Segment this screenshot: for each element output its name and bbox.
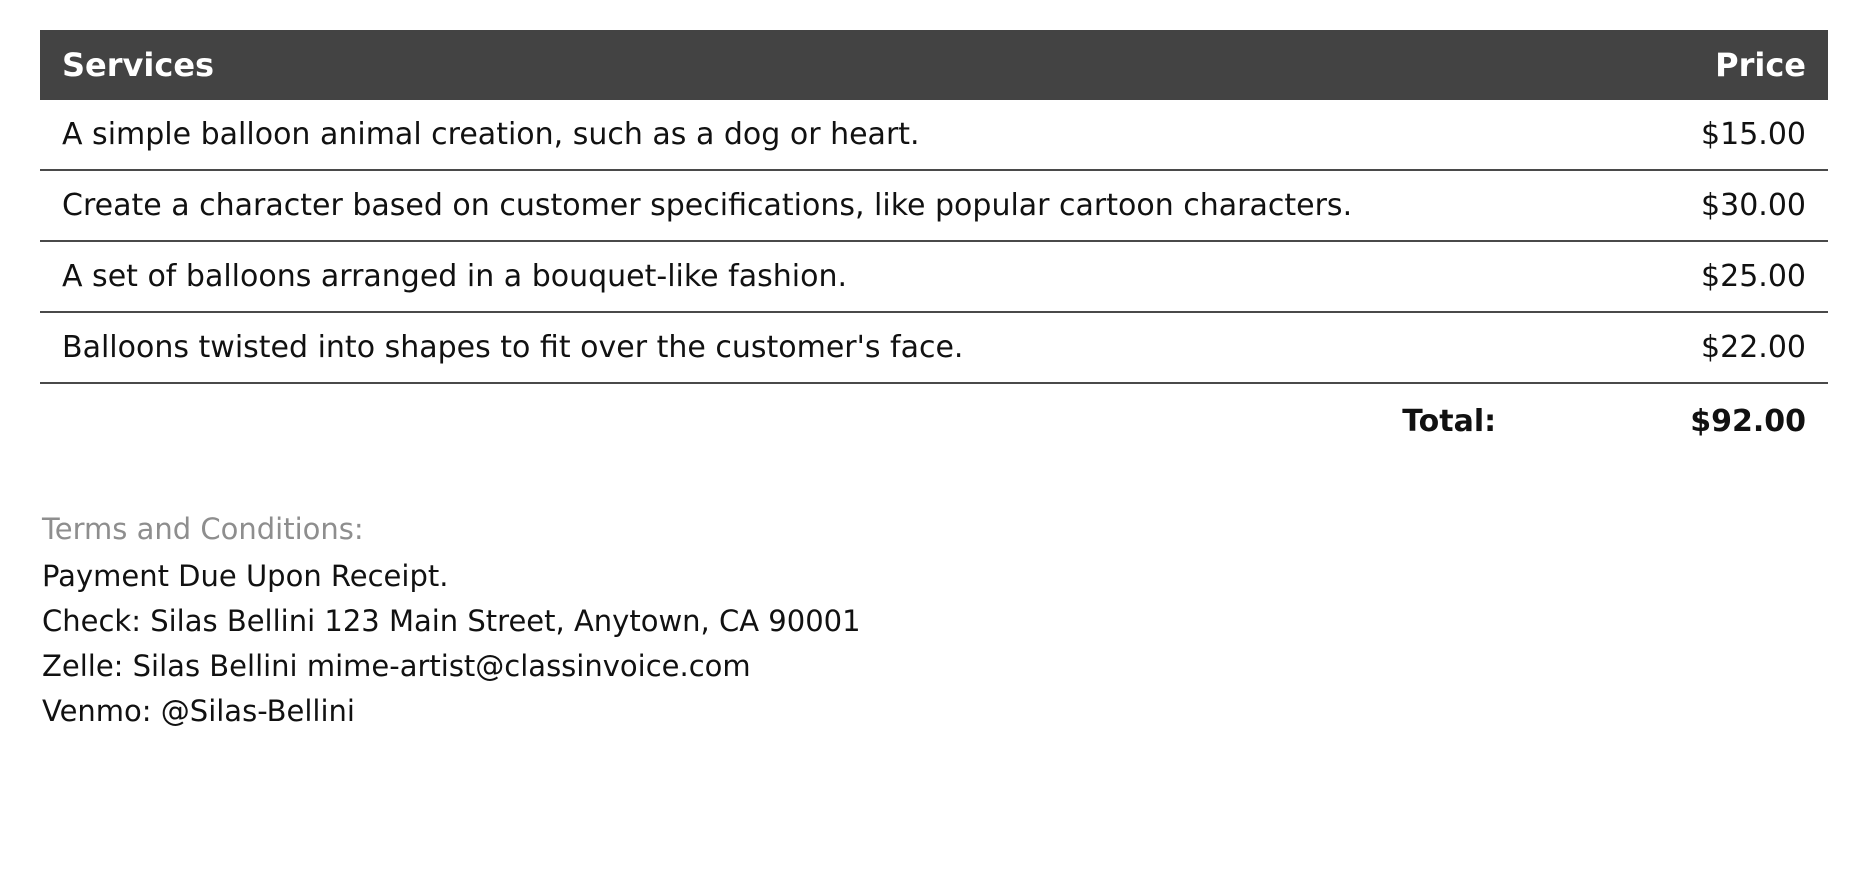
- table-row: [40, 312, 1828, 383]
- table-row: [40, 170, 1828, 241]
- service-price: $25.00: [1506, 241, 1828, 312]
- service-description: A set of balloons arranged in a bouquet-like fashion.: [40, 241, 1506, 312]
- terms-and-conditions-section: [40, 512, 1828, 734]
- service-description: Balloons twisted into shapes to fit over the customer's face.: [40, 312, 1506, 383]
- table-row: [40, 100, 1828, 170]
- table-header-row: [40, 30, 1828, 100]
- service-description: A simple balloon animal creation, such as a dog or heart.: [40, 100, 1506, 170]
- service-price: $22.00: [1506, 312, 1828, 383]
- terms-line-check: Check: Silas Bellini 123 Main Street, Anytown, CA 90001: [42, 603, 861, 638]
- terms-title: Terms and Conditions:: [42, 512, 364, 546]
- total-label: Total:: [1402, 404, 1497, 439]
- service-price: $15.00: [1506, 100, 1828, 170]
- service-price: $30.00: [1506, 170, 1828, 241]
- total-value: $92.00: [1690, 404, 1806, 439]
- terms-line-zelle: Zelle: Silas Bellini mime-artist@classinvoice.com: [42, 648, 751, 683]
- total-row: [40, 383, 1828, 456]
- services-table-body: [40, 100, 1828, 456]
- column-header-services: Services: [40, 30, 1506, 100]
- table-row: [40, 241, 1828, 312]
- column-header-price: Price: [1506, 30, 1828, 100]
- terms-line-payment: Payment Due Upon Receipt.: [42, 559, 449, 593]
- services-table: [40, 30, 1828, 456]
- services-table-header: [40, 30, 1828, 100]
- terms-line-venmo: Venmo: @Silas-Bellini: [42, 693, 355, 728]
- service-description: Create a character based on customer specifications, like popular cartoon characters.: [40, 170, 1506, 241]
